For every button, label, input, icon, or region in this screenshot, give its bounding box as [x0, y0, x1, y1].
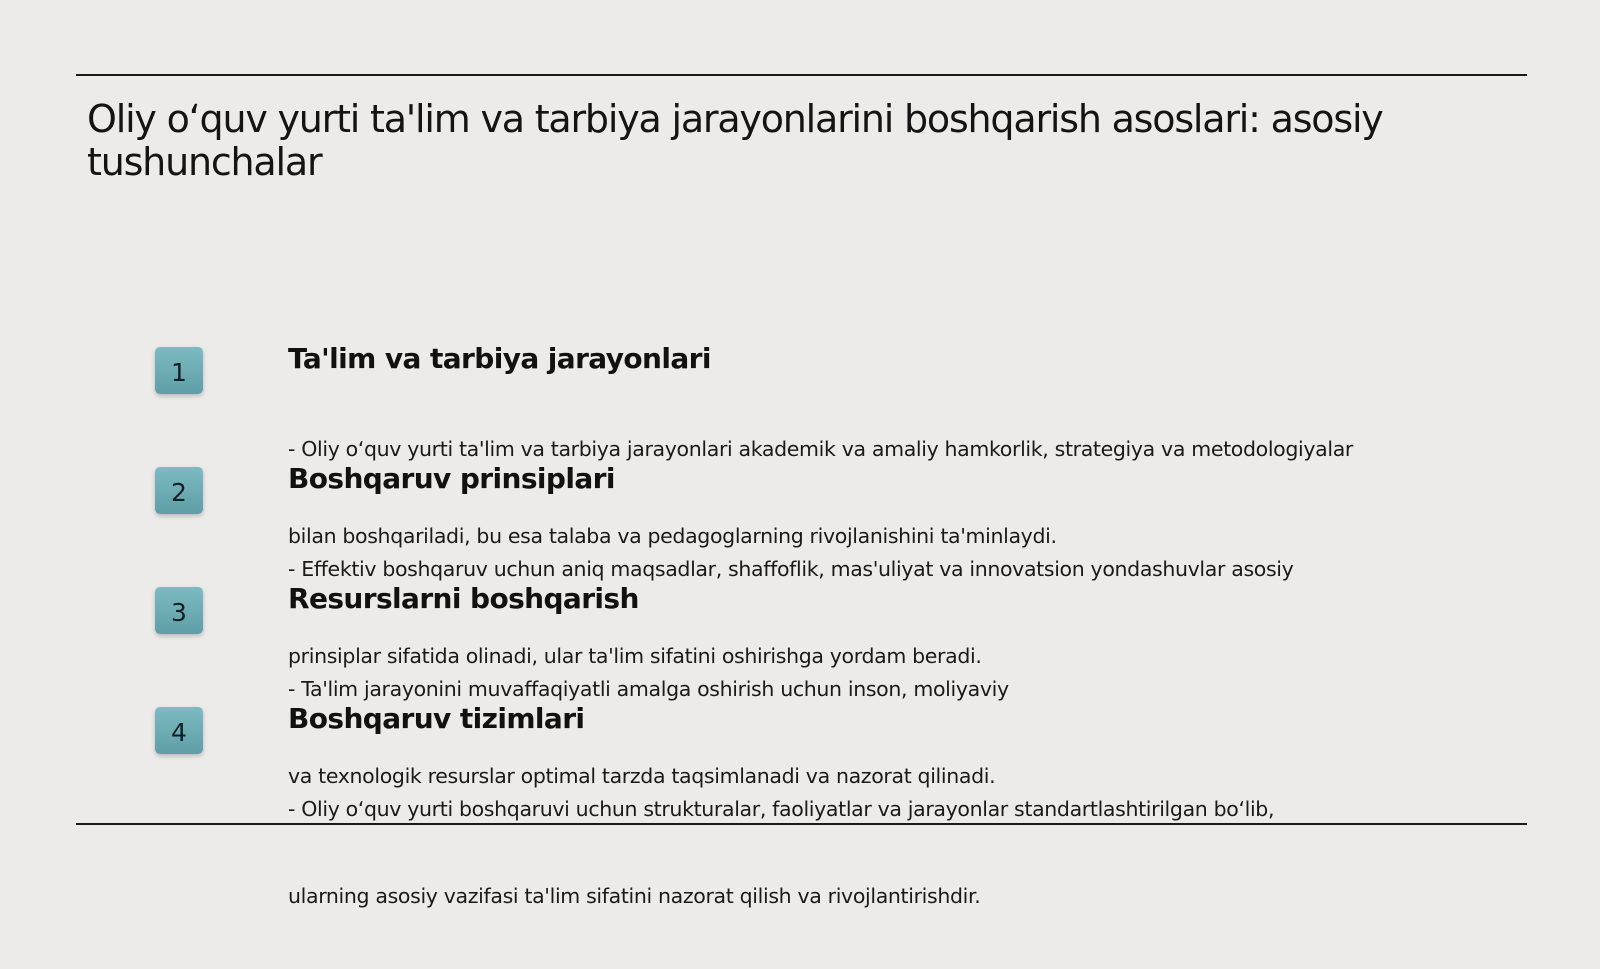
description-line: prinsiplar sifatida olinadi, ular ta'lim sifatini oshirishga yordam beradi. [288, 644, 982, 668]
description-line: - Oliy oʻquv yurti boshqaruvi uchun strukturalar, faoliyatlar va jarayonlar standartlashtirilgan boʻlib, [288, 797, 1275, 821]
slide-title: Oliy oʻquv yurti ta'lim va tarbiya jarayonlarini boshqarish asoslari: asosiy tushunchalar [87, 97, 1383, 184]
number-badge: 2 [155, 467, 203, 514]
number-badge: 4 [155, 707, 203, 754]
description-line: bilan boshqariladi, bu esa talaba va pedagoglarning rivojlanishini ta'minlaydi. [288, 524, 1057, 548]
description-line: - Ta'lim jarayonini muvaffaqiyatli amalga oshirish uchun inson, moliyaviy [288, 677, 1009, 701]
number-badge: 3 [155, 587, 203, 634]
item-heading: Ta'lim va tarbiya jarayonlari [288, 342, 711, 375]
description-line: va texnologik resurslar optimal tarzda taqsimlanadi va nazorat qilinadi. [288, 764, 996, 788]
item-description [288, 737, 1478, 969]
item-heading: Boshqaruv tizimlari [288, 702, 585, 735]
bottom-divider [76, 823, 1527, 825]
top-divider [76, 74, 1527, 76]
item-heading: Resurslarni boshqarish [288, 582, 639, 615]
description-line: - Effektiv boshqaruv uchun aniq maqsadlar, shaffoflik, mas'uliyat va innovatsion yondashuvlar asosiy [288, 557, 1294, 581]
number-badge: 1 [155, 347, 203, 394]
description-line: - Oliy oʻquv yurti ta'lim va tarbiya jarayonlari akademik va amaliy hamkorlik, strategiya va metodologiyalar [288, 437, 1354, 461]
item-heading: Boshqaruv prinsiplari [288, 462, 615, 495]
description-line: ularning asosiy vazifasi ta'lim sifatini nazorat qilish va rivojlantirishdir. [288, 884, 981, 908]
